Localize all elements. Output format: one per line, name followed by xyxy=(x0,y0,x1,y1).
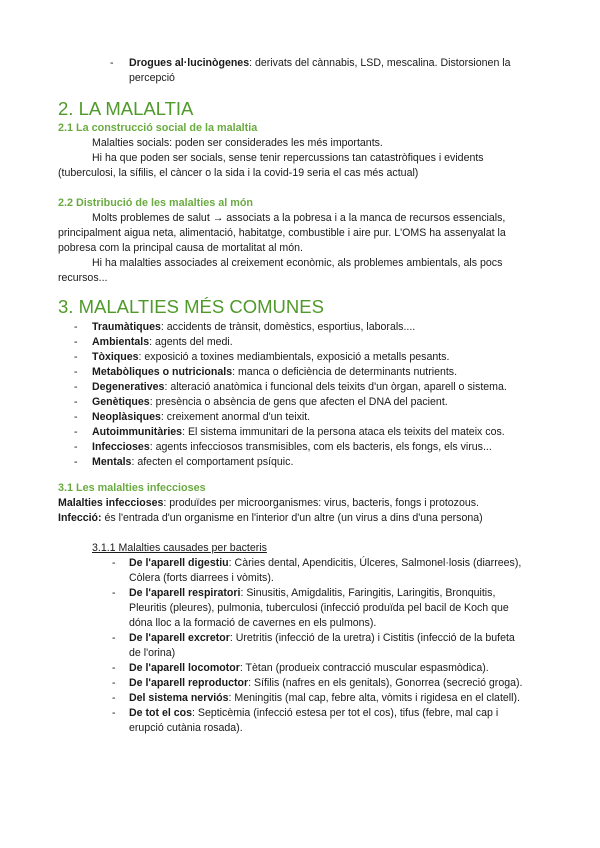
list-item xyxy=(92,395,448,410)
bullet-dash: - xyxy=(74,336,78,348)
list-item xyxy=(129,661,489,676)
definition-term: Malalties infeccioses xyxy=(58,497,164,509)
subsection-title: 2.1 La construcció social de la malaltia xyxy=(58,122,258,134)
paragraph-line: Malalties socials: poden ser considerades les més importants. xyxy=(92,137,383,149)
item-term: De l'aparell respiratori xyxy=(129,587,241,599)
list-item xyxy=(92,425,505,440)
item-text: : derivats del cànnabis, LSD, mescalina. Distorsionen la xyxy=(249,57,511,69)
list-item xyxy=(129,706,498,721)
list-item-continuation: erupció cutània rosada). xyxy=(129,722,243,734)
item-term: De tot el cos xyxy=(129,707,192,719)
item-text: : accidents de trànsit, domèstics, esportius, laborals.... xyxy=(160,321,416,333)
paragraph-line: (tuberculosi, la sífilis, el càncer o la sida i la covid-19 seria el cas més actual) xyxy=(58,167,419,179)
list-item xyxy=(129,56,511,71)
item-text: : creixement anormal d'un teixit. xyxy=(160,411,311,423)
subsection-title: 3.1 Les malalties infeccioses xyxy=(58,482,206,494)
item-term: De l'aparell digestiu xyxy=(129,557,229,569)
item-term: De l'aparell reproductor xyxy=(129,677,249,689)
bullet-dash: - xyxy=(74,366,78,378)
item-text: : Càries dental, Apendicitis, Úlceres, Salmonel·losis (diarrees), xyxy=(228,557,522,569)
list-item-continuation: percepció xyxy=(129,72,175,84)
item-text: : Uretritis (infecció de la uretra) i Cistitis (infecció de la bufeta xyxy=(229,632,515,644)
item-text: : Meningitis (mal cap, febre alta, vòmits i rigidesa en el clatell). xyxy=(228,692,520,704)
paragraph-line: pobresa com la principal causa de mortalitat al món. xyxy=(58,242,303,254)
item-text: : exposició a toxines mediambientals, exposició a metalls pesants. xyxy=(138,351,450,363)
list-item-continuation: Còlera (forts diarrees i vòmits). xyxy=(129,572,274,584)
item-text: : El sistema immunitari de la persona ataca els teixits del mateix cos. xyxy=(182,426,505,438)
item-term: Infeccioses xyxy=(92,441,150,453)
bullet-dash: - xyxy=(74,411,78,423)
list-item xyxy=(92,320,415,335)
list-item xyxy=(92,350,449,365)
subsection-title: 2.2 Distribució de les malalties al món xyxy=(58,197,254,209)
bullet-dash: - xyxy=(112,662,116,674)
item-term: Degeneratives xyxy=(92,381,165,393)
bullet-dash: - xyxy=(74,426,78,438)
item-term: Traumàtiques xyxy=(92,321,161,333)
item-text: : agents infecciosos transmisibles, com els bacteris, els fongs, els virus... xyxy=(149,441,492,453)
list-item xyxy=(92,365,457,380)
bullet-dash: - xyxy=(74,441,78,453)
bullet-dash: - xyxy=(74,351,78,363)
list-item-continuation: dóna lloc a la formació de cavernes en els pulmons). xyxy=(129,617,377,629)
section-title: 2. LA MALALTIA xyxy=(58,98,194,119)
item-term: Del sistema nerviós xyxy=(129,692,229,704)
item-text: : Sinusitis, Amigdalitis, Faringitis, Laringitis, Bronquitis, xyxy=(240,587,496,599)
bullet-dash: - xyxy=(74,456,78,468)
item-text: : afecten el comportament psíquic. xyxy=(131,456,294,468)
definition-line xyxy=(58,511,483,526)
item-term: Metabòliques o nutricionals xyxy=(92,366,233,378)
item-term: Mentals xyxy=(92,456,132,468)
list-item xyxy=(129,691,520,706)
list-item xyxy=(129,556,521,571)
subsubsection-title: 3.1.1 Malalties causades per bacteris xyxy=(92,542,267,554)
item-text: : agents del medi. xyxy=(149,336,233,348)
paragraph-line: principalment aigua neta, alimentació, habitatge, combustible i aire pur. L'OMS ha assenyalat la xyxy=(58,227,506,239)
item-term: Ambientals xyxy=(92,336,150,348)
item-term: Neoplàsiques xyxy=(92,411,161,423)
list-item-continuation: de l'orina) xyxy=(129,647,176,659)
list-item xyxy=(129,631,515,646)
item-term: De l'aparell excretor xyxy=(129,632,230,644)
paragraph-line: recursos... xyxy=(58,272,108,284)
bullet-dash: - xyxy=(112,692,116,704)
list-item xyxy=(92,410,310,425)
paragraph-line: Molts problemes de salut → associats a la pobresa i a la manca de recursos essencials, xyxy=(92,212,506,224)
paragraph-line: Hi ha malalties associades al creixement econòmic, als problemes ambientals, als pocs xyxy=(92,257,503,269)
bullet-dash: - xyxy=(112,557,116,569)
section-title: 3. MALALTIES MÉS COMUNES xyxy=(58,296,324,317)
item-term: Drogues al·lucinògenes xyxy=(129,57,250,69)
bullet-dash: - xyxy=(110,57,114,69)
bullet-dash: - xyxy=(112,632,116,644)
item-text: : presència o absència de gens que afecten el DNA del pacient. xyxy=(149,396,448,408)
list-item-continuation: Pleuritis (pleures), pulmonia, tuberculosi (infecció produïda pel bacil de Koch que xyxy=(129,602,509,614)
list-item xyxy=(129,676,522,691)
item-term: Tòxiques xyxy=(92,351,139,363)
definition-text: és l'entrada d'un organisme en l'interior d'un altre (un virus a dins d'una persona) xyxy=(101,512,483,524)
paragraph-line: Hi ha que poden ser socials, sense tenir repercussions tan catastròfiques i evidents xyxy=(92,152,484,164)
item-text: : Sífilis (nafres en els genitals), Gonorrea (secreció groga). xyxy=(248,677,523,689)
list-item xyxy=(92,380,507,395)
item-text: : alteració anatòmica i funcional dels teixits d'un òrgan, aparell o sistema. xyxy=(164,381,507,393)
bullet-dash: - xyxy=(74,321,78,333)
item-text: : Septicèmia (infecció estesa per tot el cos), tifus (febre, mal cap i xyxy=(192,707,499,719)
bullet-dash: - xyxy=(74,396,78,408)
item-term: Autoimmunitàries xyxy=(92,426,183,438)
definition-line xyxy=(58,496,479,511)
item-text: : manca o deficiència de determinants nutrients. xyxy=(232,366,458,378)
definition-text: : produïdes per microorganismes: virus, bacteris, fongs i protozous. xyxy=(163,497,480,509)
item-term: De l'aparell locomotor xyxy=(129,662,240,674)
item-text: : Tètan (produeix contracció muscular espasmòdica). xyxy=(239,662,489,674)
bullet-dash: - xyxy=(112,587,116,599)
list-item xyxy=(92,335,233,350)
list-item xyxy=(92,440,492,455)
list-item xyxy=(129,586,495,601)
item-term: Genètiques xyxy=(92,396,150,408)
bullet-dash: - xyxy=(112,707,116,719)
bullet-dash: - xyxy=(112,677,116,689)
definition-term: Infecció: xyxy=(58,512,102,524)
bullet-dash: - xyxy=(74,381,78,393)
list-item xyxy=(92,455,293,470)
